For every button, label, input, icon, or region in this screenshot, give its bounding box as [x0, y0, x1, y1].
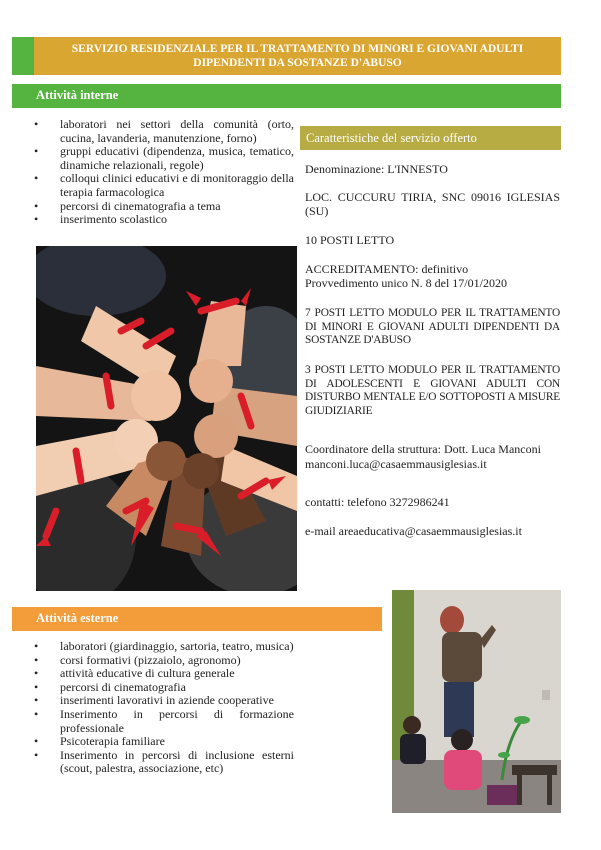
room-activity-illustration [392, 590, 561, 813]
denominazione: Denominazione: L'INNESTO [305, 162, 448, 176]
list-item: • inserimenti lavorativi in aziende cooperative [34, 694, 294, 708]
list-item: • gruppi educativi (dipendenza, musica, tematico, dinamiche relazionali, regole) [34, 145, 294, 172]
list-item: • inserimento scolastico [34, 213, 294, 227]
contatti-telefono: contatti: telefono 3272986241 [305, 495, 450, 509]
interne-heading: Attività interne [36, 88, 119, 102]
provvedimento: Provvedimento unico N. 8 del 17/01/2020 [305, 276, 507, 290]
list-item: • Psicoterapia familiare [34, 735, 294, 749]
coordinatore: Coordinatore della struttura: Dott. Luca Manconi [305, 442, 541, 456]
list-item: • Inserimento in percorsi di formazione professionale [34, 708, 294, 735]
page-title-line1: SERVIZIO RESIDENZIALE PER IL TRATTAMENTO DI MINORI E GIOVANI ADULTI [71, 43, 524, 55]
modulo-2: 3 POSTI LETTO MODULO PER IL TRATTAMENTO DI ADOLESCENTI E GIOVANI ADULTI CON DISTURBO MENTALE E/O SOTTOPOSTI A MISURE GIUDIZIARIE [305, 364, 560, 417]
coordinatore-email-link[interactable]: manconi.luca@casaemmausiglesias.it [305, 457, 487, 471]
hands-ribbons-photo [36, 246, 297, 591]
list-item: • colloqui clinici educativi e di monitoraggio della terapia farmacologica [34, 172, 294, 199]
email-link[interactable]: e-mail areaeducativa@casaemmausiglesias.it [305, 524, 522, 538]
page-title-banner [34, 37, 561, 75]
list-item: • percorsi di cinematografia a tema [34, 200, 294, 214]
room-activity-photo [392, 590, 561, 813]
esterne-list [34, 640, 294, 776]
interne-list [34, 118, 294, 227]
header-accent [12, 37, 34, 75]
list-item: • laboratori nei settori della comunità (orto, cucina, lavanderia, manutenzione, forno) [34, 118, 294, 145]
page-title-line2: DIPENDENTI DA SOSTANZE D'ABUSO [193, 57, 402, 69]
list-item: • corsi formativi (pizzaiolo, agronomo) [34, 654, 294, 668]
list-item: • laboratori (giardinaggio, sartoria, teatro, musica) [34, 640, 294, 654]
list-item: • Inserimento in percorsi di inclusione esterni (scout, palestra, associazione, etc) [34, 749, 294, 776]
esterne-heading: Attività esterne [36, 611, 119, 625]
caratteristiche-heading: Caratteristiche del servizio offerto [306, 131, 477, 145]
accreditamento: ACCREDITAMENTO: definitivo [305, 262, 469, 276]
hands-ribbons-illustration [36, 246, 297, 591]
posti-letto: 10 POSTI LETTO [305, 233, 395, 247]
list-item: • percorsi di cinematografia [34, 681, 294, 695]
modulo-1: 7 POSTI LETTO MODULO PER IL TRATTAMENTO DI MINORI E GIOVANI ADULTI DIPENDENTI DA SOSTANZE D'ABUSO [305, 307, 560, 347]
list-item: • attività educative di cultura generale [34, 667, 294, 681]
indirizzo: LOC. CUCCURU TIRIA, SNC 09016 IGLESIAS (SU) [305, 190, 560, 218]
